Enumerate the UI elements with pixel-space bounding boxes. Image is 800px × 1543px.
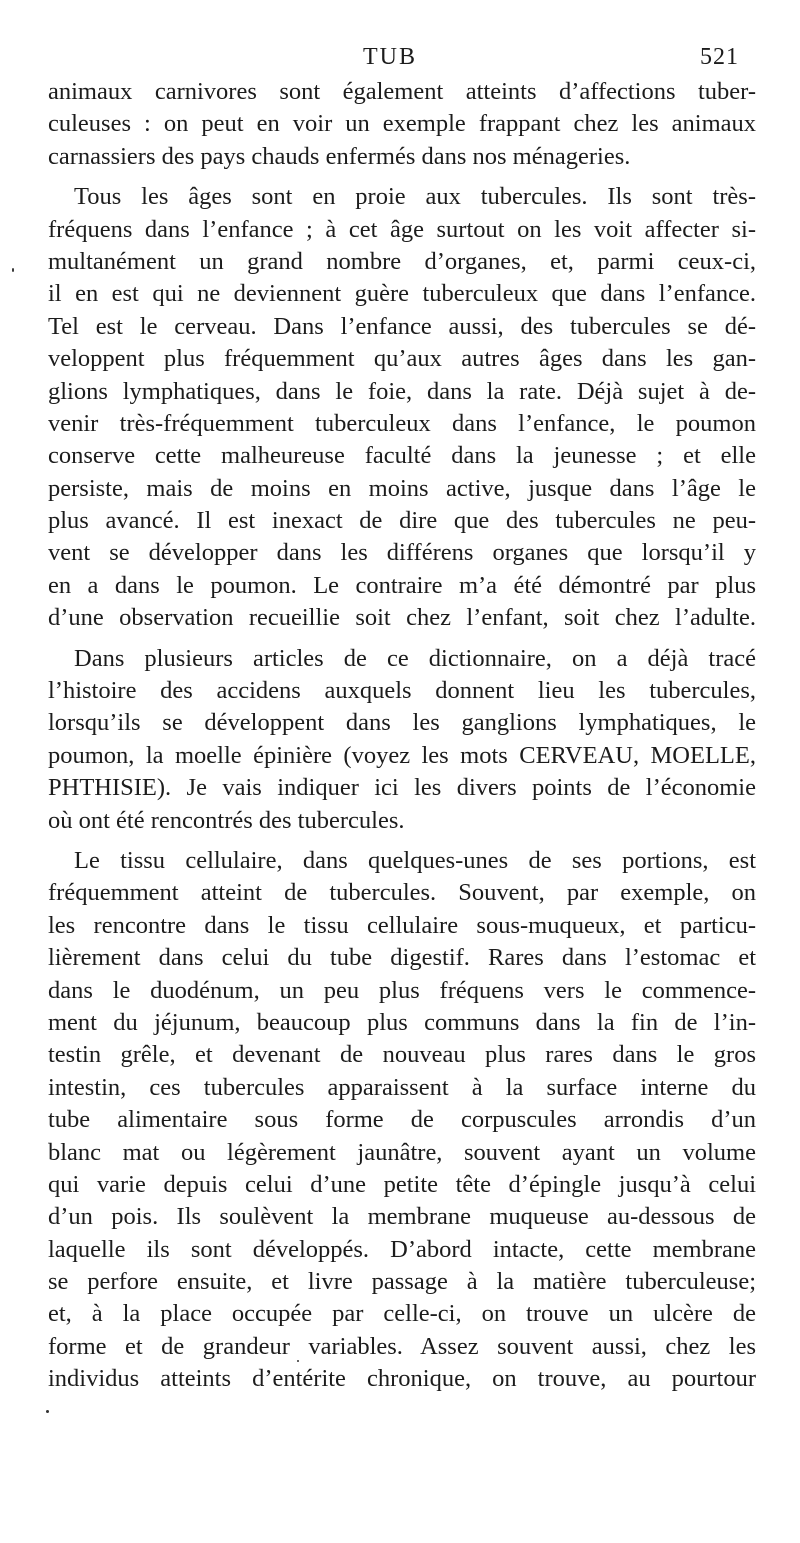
text-line: carnassiers des pays chauds enfermés dans nos ménageries.: [48, 142, 631, 170]
running-head: [0, 44, 800, 78]
text-line: lièrement dans celui du tube digestif. Rares dans l’estomac et: [48, 944, 756, 972]
text-line: Dans plusieurs articles de ce dictionnaire, on a déjà tracé: [74, 644, 756, 672]
text-line: vent se développer dans les différens organes que lorsqu’il y: [48, 539, 756, 567]
text-line: qui varie depuis celui d’une petite tête d’épingle jusqu’à celui: [48, 1170, 756, 1198]
text-line: où ont été rencontrés des tubercules.: [48, 806, 405, 834]
text-line: intestin, ces tubercules apparaissent à la surface interne du: [48, 1073, 756, 1101]
text-line: poumon, la moelle épinière (voyez les mots CERVEAU, MOELLE,: [48, 741, 756, 769]
text-line: glions lymphatiques, dans le foie, dans la rate. Déjà sujet à de-: [48, 377, 756, 405]
text-line: fréquemment atteint de tubercules. Souvent, par exemple, on: [48, 879, 756, 907]
text-line: l’histoire des accidens auxquels donnent lieu les tubercules,: [48, 677, 756, 705]
text-line: il en est qui ne deviennent guère tuberculeux que dans l’enfance.: [48, 280, 756, 308]
text-line: les rencontre dans le tissu cellulaire sous-muqueux, et particu-: [48, 911, 756, 939]
text-line: conserve cette malheureuse faculté dans la jeunesse ; et elle: [48, 442, 756, 470]
paragraph-dictionary: [48, 643, 756, 837]
text-line: d’un pois. Ils soulèvent la membrane muqueuse au-dessous de: [48, 1203, 756, 1231]
text-line: animaux carnivores sont également atteints d’affections tuber-: [48, 78, 756, 105]
text-line: culeuses : on peut en voir un exemple frappant chez les animaux: [48, 110, 756, 138]
text-line: en a dans le poumon. Le contraire m’a été démontré par plus: [48, 571, 756, 599]
text-line: et, à la place occupée par celle-ci, on trouve un ulcère de: [48, 1300, 756, 1328]
text-line: plus avancé. Il est inexact de dire que des tubercules ne peu-: [48, 507, 756, 535]
text-line: d’une observation recueillie soit chez l’enfant, soit chez l’adulte.: [48, 604, 756, 632]
body-text: [48, 76, 756, 1404]
text-line: Tous les âges sont en proie aux tubercules. Ils sont très-: [74, 183, 756, 211]
text-line: tube alimentaire sous forme de corpuscules arrondis d’un: [48, 1106, 756, 1134]
text-line: ment du jéjunum, beaucoup plus communs dans la fin de l’in-: [48, 1008, 756, 1036]
text-line: veloppent plus fréquemment qu’aux autres âges dans les gan-: [48, 345, 756, 373]
text-line: venir très-fréquemment tuberculeux dans l’enfance, le poumon: [48, 409, 756, 437]
text-line: PHTHISIE). Je vais indiquer ici les divers points de l’économie: [48, 774, 756, 802]
text-line: blanc mat ou légèrement jaunâtre, souvent ayant un volume: [48, 1138, 756, 1166]
text-line: Le tissu cellulaire, dans quelques-unes de ses portions, est: [74, 846, 756, 874]
text-line: individus atteints d’entérite chronique, on trouve, au pourtour: [48, 1365, 756, 1393]
paragraph-ages: [48, 181, 756, 634]
text-line: lorsqu’ils se développent dans les ganglions lymphatiques, le: [48, 709, 756, 737]
ink-speck: [12, 268, 14, 272]
page-number: 521: [700, 44, 739, 70]
text-line: Tel est le cerveau. Dans l’enfance aussi, des tubercules se dé-: [48, 312, 756, 340]
text-line: laquelle ils sont développés. D’abord intacte, cette membrane: [48, 1235, 756, 1263]
text-line: testin grêle, et devenant de nouveau plus rares dans le gros: [48, 1041, 756, 1069]
paragraph-cellular-tissue: [48, 845, 756, 1396]
text-line: se perfore ensuite, et livre passage à la matière tuberculeuse;: [48, 1268, 756, 1296]
text-line: persiste, mais de moins en moins active, jusque dans l’âge le: [48, 474, 756, 502]
text-line: dans le duodénum, un peu plus fréquens vers le commence-: [48, 976, 756, 1004]
ink-speck: [297, 1360, 299, 1362]
text-line: forme et de grandeur variables. Assez souvent aussi, chez les: [48, 1332, 756, 1360]
paragraph-carnivores: [48, 76, 756, 173]
text-line: multanément un grand nombre d’organes, et, parmi ceux-ci,: [48, 247, 756, 275]
running-head-title: TUB: [363, 44, 417, 70]
text-line: fréquens dans l’enfance ; à cet âge surtout on les voit affecter si-: [48, 215, 756, 243]
ink-speck: [46, 1410, 49, 1413]
